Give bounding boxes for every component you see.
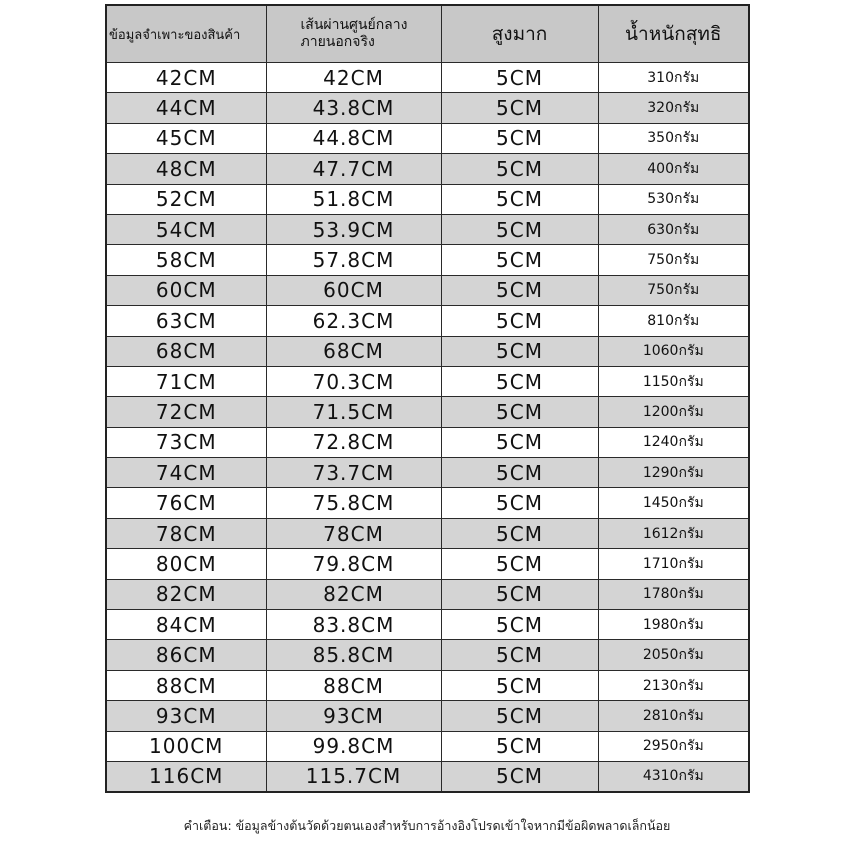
table-row <box>106 154 749 184</box>
cell-height: 5CM <box>441 245 598 275</box>
table-body <box>106 63 749 792</box>
cell-weight: 1450กรัม <box>598 488 749 518</box>
cell-size: 76CM <box>106 488 266 518</box>
cell-diameter: 78CM <box>266 518 441 548</box>
cell-height: 5CM <box>441 670 598 700</box>
cell-size: 60CM <box>106 275 266 305</box>
cell-diameter: 115.7CM <box>266 761 441 791</box>
cell-weight: 810กรัม <box>598 306 749 336</box>
cell-weight: 1150กรัม <box>598 366 749 396</box>
cell-weight: 750กรัม <box>598 275 749 305</box>
cell-weight: 1290กรัม <box>598 458 749 488</box>
cell-size: 42CM <box>106 63 266 93</box>
cell-diameter: 43.8CM <box>266 93 441 123</box>
cell-diameter: 57.8CM <box>266 245 441 275</box>
cell-diameter: 82CM <box>266 579 441 609</box>
cell-diameter: 88CM <box>266 670 441 700</box>
table-row <box>106 214 749 244</box>
cell-weight: 310กรัม <box>598 63 749 93</box>
cell-weight: 1710กรัม <box>598 549 749 579</box>
table-row <box>106 427 749 457</box>
cell-weight: 1200กรัม <box>598 397 749 427</box>
cell-diameter: 44.8CM <box>266 123 441 153</box>
cell-diameter: 68CM <box>266 336 441 366</box>
cell-size: 72CM <box>106 397 266 427</box>
table-row <box>106 63 749 93</box>
cell-diameter: 75.8CM <box>266 488 441 518</box>
cell-weight: 2130กรัม <box>598 670 749 700</box>
cell-height: 5CM <box>441 549 598 579</box>
table-row <box>106 336 749 366</box>
cell-size: 116CM <box>106 761 266 791</box>
cell-weight: 2050กรัม <box>598 640 749 670</box>
table-row <box>106 640 749 670</box>
table-row <box>106 731 749 761</box>
table-row <box>106 123 749 153</box>
cell-size: 88CM <box>106 670 266 700</box>
size-spec-table <box>105 4 750 793</box>
cell-height: 5CM <box>441 63 598 93</box>
table-row <box>106 518 749 548</box>
cell-size: 44CM <box>106 93 266 123</box>
cell-height: 5CM <box>441 336 598 366</box>
table-row <box>106 184 749 214</box>
table-row <box>106 670 749 700</box>
cell-weight: 400กรัม <box>598 154 749 184</box>
cell-weight: 1240กรัม <box>598 427 749 457</box>
cell-height: 5CM <box>441 488 598 518</box>
cell-weight: 1980กรัม <box>598 610 749 640</box>
header-product-spec: ข้อมูลจำเพาะของสินค้า <box>106 5 266 63</box>
header-outer-diameter: เส้นผ่านศูนย์กลางภายนอกจริง <box>266 5 441 63</box>
cell-height: 5CM <box>441 640 598 670</box>
table-row <box>106 579 749 609</box>
table-row <box>106 397 749 427</box>
cell-height: 5CM <box>441 154 598 184</box>
table-row <box>106 275 749 305</box>
cell-diameter: 70.3CM <box>266 366 441 396</box>
cell-diameter: 60CM <box>266 275 441 305</box>
cell-height: 5CM <box>441 458 598 488</box>
cell-diameter: 79.8CM <box>266 549 441 579</box>
cell-diameter: 93CM <box>266 701 441 731</box>
cell-weight: 750กรัม <box>598 245 749 275</box>
cell-height: 5CM <box>441 306 598 336</box>
cell-weight: 2950กรัม <box>598 731 749 761</box>
cell-size: 93CM <box>106 701 266 731</box>
cell-diameter: 62.3CM <box>266 306 441 336</box>
cell-diameter: 51.8CM <box>266 184 441 214</box>
table-row <box>106 458 749 488</box>
cell-size: 52CM <box>106 184 266 214</box>
cell-size: 71CM <box>106 366 266 396</box>
cell-diameter: 83.8CM <box>266 610 441 640</box>
cell-height: 5CM <box>441 427 598 457</box>
table-header-row <box>106 5 749 63</box>
cell-height: 5CM <box>441 579 598 609</box>
cell-weight: 630กรัม <box>598 214 749 244</box>
cell-size: 100CM <box>106 731 266 761</box>
cell-size: 86CM <box>106 640 266 670</box>
cell-weight: 1612กรัม <box>598 518 749 548</box>
cell-weight: 1780กรัม <box>598 579 749 609</box>
cell-height: 5CM <box>441 93 598 123</box>
cell-height: 5CM <box>441 731 598 761</box>
cell-diameter: 99.8CM <box>266 731 441 761</box>
cell-diameter: 42CM <box>266 63 441 93</box>
table-row <box>106 366 749 396</box>
cell-diameter: 47.7CM <box>266 154 441 184</box>
cell-weight: 320กรัม <box>598 93 749 123</box>
cell-size: 58CM <box>106 245 266 275</box>
cell-size: 73CM <box>106 427 266 457</box>
cell-diameter: 72.8CM <box>266 427 441 457</box>
cell-height: 5CM <box>441 701 598 731</box>
table-header <box>106 5 749 63</box>
cell-height: 5CM <box>441 397 598 427</box>
table-row <box>106 488 749 518</box>
table-row <box>106 761 749 791</box>
cell-size: 45CM <box>106 123 266 153</box>
cell-height: 5CM <box>441 275 598 305</box>
cell-height: 5CM <box>441 518 598 548</box>
cell-weight: 4310กรัม <box>598 761 749 791</box>
cell-size: 54CM <box>106 214 266 244</box>
cell-height: 5CM <box>441 610 598 640</box>
table-row <box>106 701 749 731</box>
disclaimer-note: คำเตือน: ข้อมูลข้างต้นวัดด้วยตนเองสำหรับการอ้างอิงโปรดเข้าใจหากมีข้อผิดพลาดเล็กน้อย <box>183 818 671 833</box>
cell-height: 5CM <box>441 214 598 244</box>
table-row <box>106 93 749 123</box>
header-net-weight: น้ำหนักสุทธิ <box>598 5 749 63</box>
header-height: สูงมาก <box>441 5 598 63</box>
cell-size: 82CM <box>106 579 266 609</box>
cell-size: 48CM <box>106 154 266 184</box>
cell-size: 78CM <box>106 518 266 548</box>
cell-size: 84CM <box>106 610 266 640</box>
cell-height: 5CM <box>441 184 598 214</box>
table-row <box>106 610 749 640</box>
cell-height: 5CM <box>441 366 598 396</box>
cell-size: 68CM <box>106 336 266 366</box>
cell-size: 80CM <box>106 549 266 579</box>
cell-size: 74CM <box>106 458 266 488</box>
cell-weight: 530กรัม <box>598 184 749 214</box>
table-row <box>106 549 749 579</box>
cell-height: 5CM <box>441 761 598 791</box>
cell-diameter: 53.9CM <box>266 214 441 244</box>
cell-weight: 350กรัม <box>598 123 749 153</box>
table-row <box>106 245 749 275</box>
cell-diameter: 85.8CM <box>266 640 441 670</box>
cell-weight: 2810กรัม <box>598 701 749 731</box>
table-row <box>106 306 749 336</box>
cell-weight: 1060กรัม <box>598 336 749 366</box>
cell-diameter: 73.7CM <box>266 458 441 488</box>
cell-diameter: 71.5CM <box>266 397 441 427</box>
cell-size: 63CM <box>106 306 266 336</box>
cell-height: 5CM <box>441 123 598 153</box>
